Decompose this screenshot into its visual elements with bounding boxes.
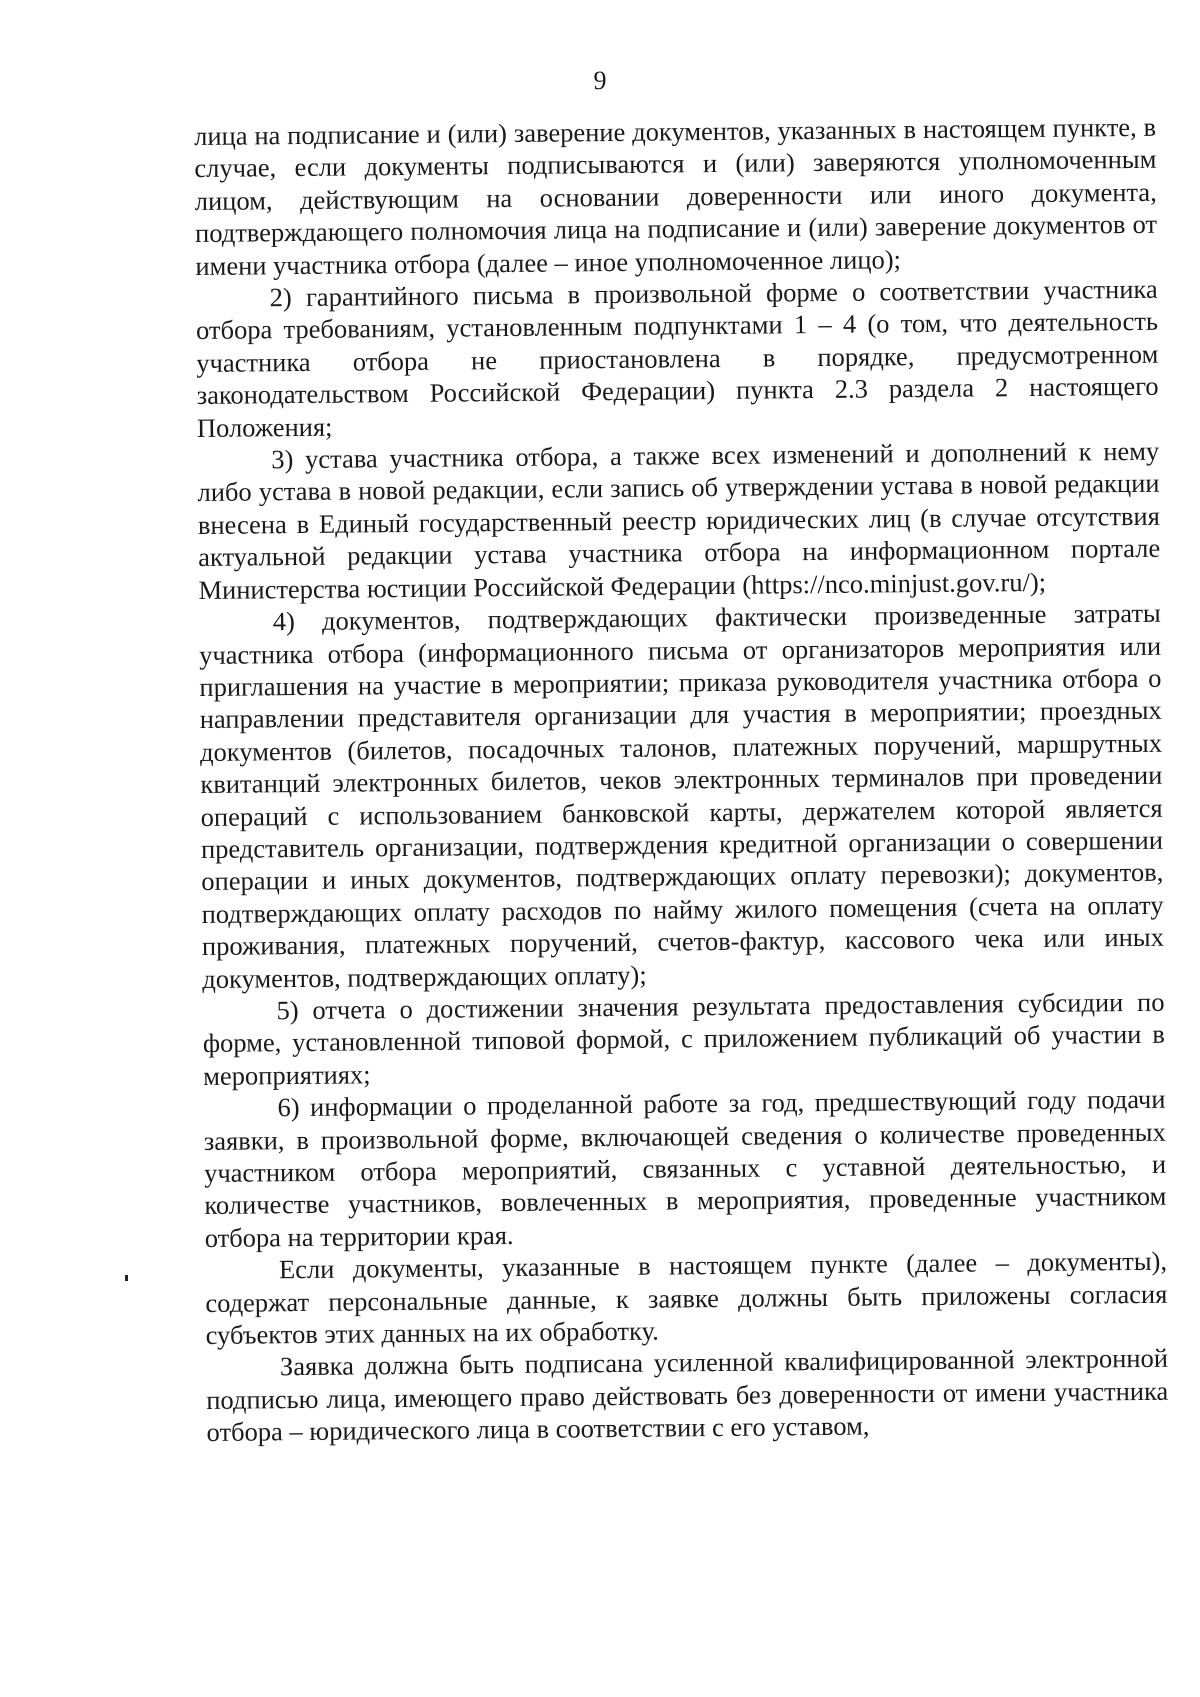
document-body (194, 111, 1169, 1449)
paragraph-item-3: 3) устава участника отбора, а также всех изменений и дополнений к нему либо устава в новой редакции, если запись об утверждении устава в новой редакции внесена в Единый государственный реестр юридических лиц (в случае отсутствия актуальной редакции устава участника отбора на информационном портале Министерства юстиции Российской Федерации (https://nco.minjust.gov.ru/); (197, 435, 1161, 605)
paragraph-item-5: 5) отчета о достижении значения результата предоставления субсидии по форме, установленной типовой формой, с приложением публикаций об участии в мероприятиях; (202, 986, 1165, 1091)
paragraph-personal-data: Если документы, указанные в настоящем пункте (далее – документы), содержат персональные данные, к заявке должны быть приложены согласия субъектов этих данных на их обработку. (205, 1245, 1168, 1350)
paragraph-item-4: 4) документов, подтверждающих фактически произведенные затраты участника отбора (информационного письма от организаторов мероприятия или приглашения на участие в мероприятии; приказа руководителя участника отбора о направлении представителя организации для участия в мероприятии; проездных документов (билетов, посадочных талонов, платежных поручений, маршрутных квитанций электронных билетов, чеков электронных терминалов при проведении операций с использованием банковской карты, держателем которой является представитель организации, подтверждения кредитной организации о совершении операции и иных документов, подтверждающих оплату перевозки); документов, подтверждающих оплату расходов по найму жилого помещения (счета на оплату проживания, платежных поручений, счетов-фактур, кассового чека или иных документов, подтверждающих оплату); (198, 597, 1165, 994)
paragraph-item-6: 6) информации о проделанной работе за год, предшествующий году подачи заявки, в произвольной форме, включающей сведения о количестве проведенных участником отбора мероприятий, связанных с уставной деятельностью, и количестве участников, вовлеченных в мероприятия, проведенные участником отбора на территории края. (203, 1083, 1167, 1253)
page-number: 9 (593, 66, 607, 95)
scan-artifact (125, 1275, 128, 1281)
paragraph-item-2: 2) гарантийного письма в произвольной форме о соответствии участника отбора требованиям, установленным подпунктами 1 – 4 (о том, что деятельность участника отбора не приостановлена в порядке, предусмотренном законодательством Российской Федерации) пункта 2.3 раздела 2 настоящего Положения; (195, 273, 1159, 443)
paragraph-signature: Заявка должна быть подписана усиленной квалифицированной электронной подписью лица, имеющего право действовать без доверенности от имени участника отбора – юридического лица в соответствии с его уставом, (206, 1343, 1169, 1448)
paragraph-continuation: лица на подписание и (или) заверение документов, указанных в настоящем пункте, в случае, если документы подписываются и (или) заверяются уполномоченным лицом, действующим на основании доверенности или иного документа, подтверждающего полномочия лица на подписание и (или) заверение документов от имени участника отбора (далее – иное уполномоченное лицо); (194, 111, 1158, 281)
